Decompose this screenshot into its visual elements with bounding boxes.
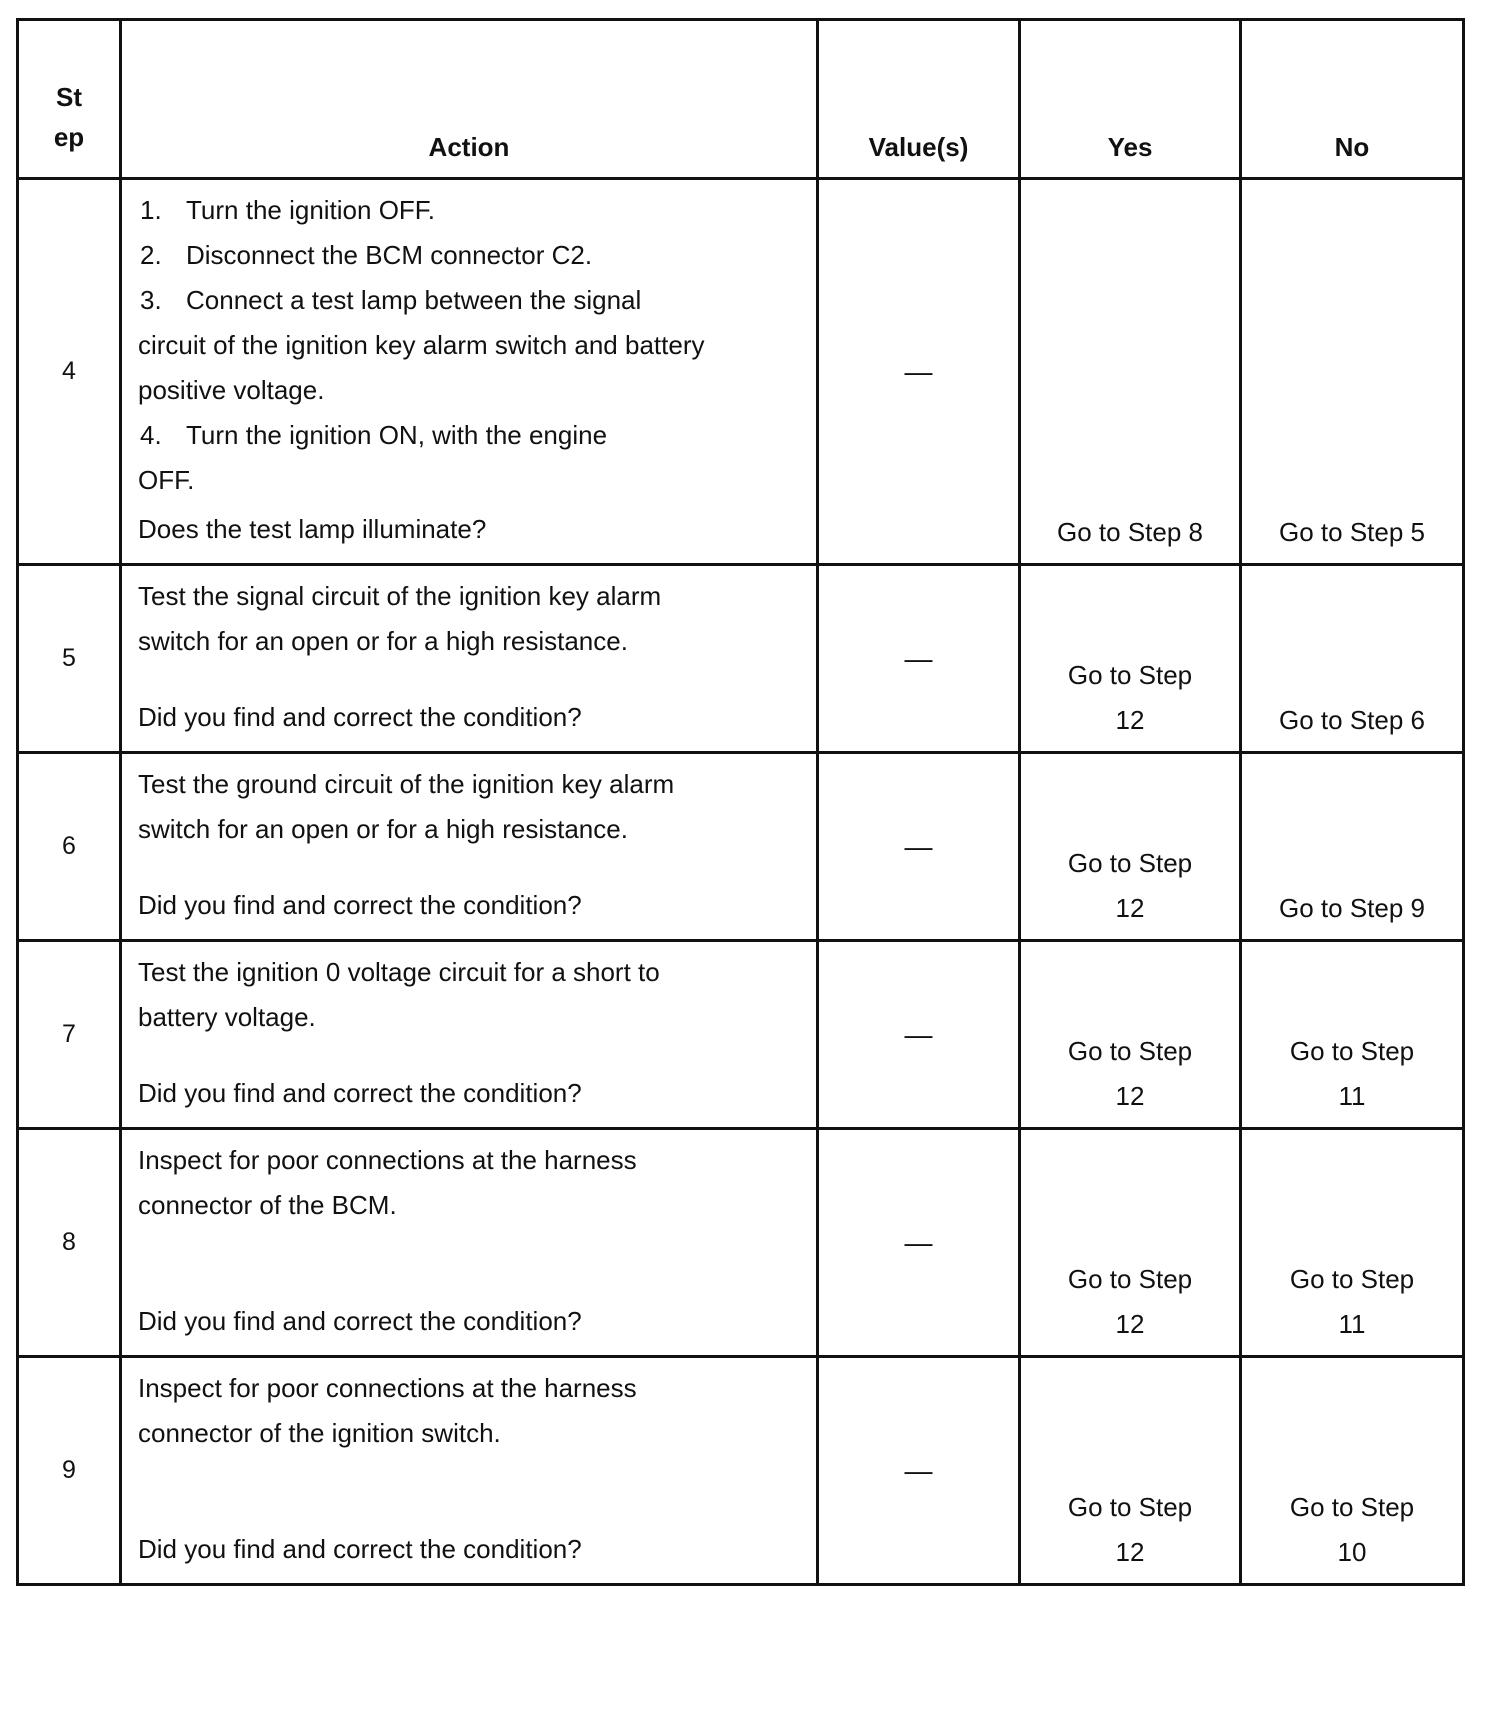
table-header-row	[18, 20, 1464, 179]
action-line	[138, 950, 806, 995]
yes-goto-text: Go to Step	[1067, 1492, 1193, 1522]
action-line	[138, 807, 806, 852]
action-line-text: Test the ignition 0 voltage circuit for a short to	[138, 957, 660, 987]
yes-goto-text: Go to Step	[1067, 1036, 1193, 1066]
diagnostic-table-page	[16, 18, 1465, 1586]
table-row	[18, 1357, 1464, 1585]
action-line	[138, 762, 806, 807]
action-line	[138, 188, 806, 233]
action-spacer	[138, 1040, 806, 1071]
action-line-text: Connect a test lamp between the signal	[186, 285, 642, 315]
action-line	[138, 995, 806, 1040]
action-line	[138, 1411, 806, 1456]
action-step-number: 1.	[140, 195, 162, 225]
action-spacer	[138, 1456, 806, 1527]
value-cell: —	[818, 941, 1020, 1129]
no-goto-text: Go to Step	[1289, 1264, 1415, 1294]
table-row	[18, 753, 1464, 941]
yes-goto-text: 12	[1115, 1081, 1145, 1111]
table-row	[18, 179, 1464, 565]
action-content	[138, 1138, 806, 1344]
action-content	[138, 574, 806, 740]
header-action: Action	[121, 20, 818, 179]
action-cell	[121, 565, 818, 753]
value-cell: —	[818, 179, 1020, 565]
header-values: Value(s)	[818, 20, 1020, 179]
action-line	[138, 1183, 806, 1228]
yes-goto-text: Go to Step 8	[1057, 517, 1203, 547]
no-cell	[1241, 179, 1464, 565]
header-step-line1: St	[56, 82, 82, 112]
yes-cell	[1020, 941, 1241, 1129]
action-line-text: Test the signal circuit of the ignition key alarm	[138, 581, 662, 611]
no-goto-text: 11	[1338, 1309, 1366, 1339]
action-lines	[138, 950, 806, 1040]
yes-goto-text: 12	[1115, 1537, 1145, 1567]
no-goto-text: Go to Step	[1289, 1036, 1415, 1066]
no-cell	[1241, 753, 1464, 941]
yes-cell	[1020, 1129, 1241, 1357]
action-cell	[121, 1129, 818, 1357]
header-step	[18, 20, 121, 179]
action-line-text: connector of the ignition switch.	[138, 1418, 501, 1448]
action-line-text: Test the ground circuit of the ignition key alarm	[138, 769, 675, 799]
action-lines	[138, 1138, 806, 1228]
diagnostic-table	[16, 18, 1465, 1586]
action-question: Did you find and correct the condition?	[138, 1306, 582, 1336]
action-content	[138, 762, 806, 928]
action-question: Did you find and correct the condition?	[138, 1078, 582, 1108]
action-line-text: circuit of the ignition key alarm switch and battery	[138, 330, 705, 360]
step-number: 7	[18, 941, 121, 1129]
action-question: Did you find and correct the condition?	[138, 1534, 582, 1564]
yes-cell	[1020, 565, 1241, 753]
no-goto-text: 10	[1337, 1537, 1367, 1567]
action-cell	[121, 179, 818, 565]
value-cell: —	[818, 1357, 1020, 1585]
step-number: 6	[18, 753, 121, 941]
header-yes: Yes	[1020, 20, 1241, 179]
action-spacer	[138, 664, 806, 695]
action-line	[138, 233, 806, 278]
action-spacer	[138, 852, 806, 883]
action-line	[138, 1366, 806, 1411]
header-step-line2: ep	[53, 122, 85, 152]
action-step-number: 4.	[140, 420, 162, 450]
action-lines	[138, 762, 806, 852]
action-line-text: Inspect for poor connections at the harness	[138, 1145, 637, 1175]
no-goto-text: Go to Step	[1289, 1492, 1415, 1522]
step-number: 5	[18, 565, 121, 753]
action-line-text: battery voltage.	[138, 1002, 316, 1032]
action-lines	[138, 188, 806, 503]
no-goto-text: Go to Step 6	[1279, 705, 1425, 735]
yes-cell	[1020, 179, 1241, 565]
step-number: 4	[18, 179, 121, 565]
action-content	[138, 950, 806, 1116]
yes-cell	[1020, 753, 1241, 941]
action-lines	[138, 574, 806, 664]
action-question: Did you find and correct the condition?	[138, 702, 582, 732]
action-line	[138, 458, 806, 503]
action-question: Does the test lamp illuminate?	[138, 514, 487, 544]
action-spacer	[138, 1228, 806, 1299]
yes-goto-text: 12	[1115, 893, 1145, 923]
action-line-text: Disconnect the BCM connector C2.	[186, 240, 593, 270]
action-line-text: Inspect for poor connections at the harness	[138, 1373, 637, 1403]
action-cell	[121, 1357, 818, 1585]
yes-goto-text: 12	[1115, 1309, 1145, 1339]
header-no: No	[1241, 20, 1464, 179]
value-cell: —	[818, 565, 1020, 753]
action-line	[138, 619, 806, 664]
action-step-number: 2.	[140, 240, 162, 270]
action-content	[138, 188, 806, 552]
action-step-number: 3.	[140, 285, 162, 315]
value-cell: —	[818, 753, 1020, 941]
action-line	[138, 413, 806, 458]
action-line-text: switch for an open or for a high resistance.	[138, 626, 628, 656]
action-lines	[138, 1366, 806, 1456]
no-goto-text: Go to Step 5	[1279, 517, 1425, 547]
action-question: Did you find and correct the condition?	[138, 890, 582, 920]
yes-goto-text: Go to Step	[1067, 660, 1193, 690]
no-cell	[1241, 941, 1464, 1129]
action-line-text: connector of the BCM.	[138, 1190, 397, 1220]
action-line-text: switch for an open or for a high resistance.	[138, 814, 628, 844]
yes-goto-text: Go to Step	[1067, 848, 1193, 878]
action-line	[138, 368, 806, 413]
no-goto-text: 11	[1338, 1081, 1366, 1111]
action-cell	[121, 753, 818, 941]
action-line-text: Turn the ignition OFF.	[186, 195, 436, 225]
action-line	[138, 1138, 806, 1183]
action-line	[138, 323, 806, 368]
action-line-text: positive voltage.	[138, 375, 325, 405]
step-number: 8	[18, 1129, 121, 1357]
table-row	[18, 941, 1464, 1129]
action-content	[138, 1366, 806, 1572]
no-cell	[1241, 1129, 1464, 1357]
step-number: 9	[18, 1357, 121, 1585]
yes-goto-text: Go to Step	[1067, 1264, 1193, 1294]
table-row	[18, 565, 1464, 753]
table-body	[18, 179, 1464, 1585]
yes-cell	[1020, 1357, 1241, 1585]
action-line	[138, 278, 806, 323]
action-line-text: Turn the ignition ON, with the engine	[186, 420, 608, 450]
value-cell: —	[818, 1129, 1020, 1357]
no-cell	[1241, 565, 1464, 753]
yes-goto-text: 12	[1115, 705, 1145, 735]
action-line	[138, 574, 806, 619]
action-cell	[121, 941, 818, 1129]
no-goto-text: Go to Step 9	[1279, 893, 1425, 923]
action-line-text: OFF.	[138, 465, 195, 495]
no-cell	[1241, 1357, 1464, 1585]
table-row	[18, 1129, 1464, 1357]
